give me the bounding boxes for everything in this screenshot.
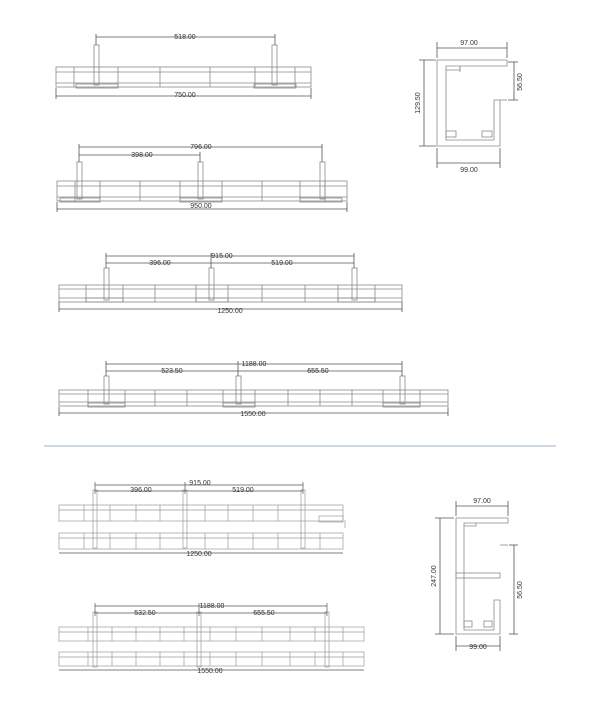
beam-750 [56, 34, 311, 99]
dimension-line [435, 501, 518, 651]
dim-span-label: 1188.00 [199, 603, 225, 610]
dim-left-label: 532.50 [134, 610, 156, 617]
profile-offset-label: 56.50 [517, 73, 524, 91]
profile-section-top [419, 42, 518, 168]
profile-height-label: 129.50 [415, 92, 422, 114]
dim-left-label: 396.00 [149, 260, 171, 267]
dim-sub-label: 398.00 [131, 152, 153, 159]
beam-1550-double [59, 603, 364, 670]
dim-span-label: 915.00 [189, 480, 211, 487]
dim-right-label: 519.00 [232, 487, 254, 494]
profile-offset-label: 56.50 [517, 581, 524, 599]
dimension-line [419, 42, 518, 168]
dim-total-label: 1250.00 [217, 308, 243, 315]
dimension-line [59, 361, 448, 416]
profile-width-bottom-label: 99.00 [469, 644, 487, 651]
dim-right-label: 655.50 [253, 610, 275, 617]
dim-span-label: 915.00 [211, 253, 233, 260]
dim-left-label: 523.50 [161, 368, 183, 375]
dim-right-label: 519.00 [271, 260, 293, 267]
dim-right-label: 655.50 [307, 368, 329, 375]
beam-1250-double [59, 482, 345, 553]
profile-section-bottom [435, 501, 518, 651]
beam-1550 [59, 361, 448, 416]
profile-width-top-label: 97.00 [473, 498, 491, 505]
dim-total-label: 750.00 [174, 92, 196, 99]
beam-1250 [59, 253, 402, 312]
dim-span-label: 1188.00 [241, 361, 267, 368]
dim-left-label: 396.00 [130, 487, 152, 494]
dimension-line [59, 482, 343, 553]
dim-total-label: 1550.00 [240, 411, 266, 418]
dim-total-label: 1550.00 [197, 668, 223, 675]
profile-width-bottom-label: 99.00 [460, 167, 478, 174]
dim-span-label: 796.00 [190, 144, 212, 151]
dim-span-label: 518.00 [174, 34, 196, 41]
profile-height-label: 247.00 [431, 565, 438, 587]
profile-width-top-label: 97.00 [460, 40, 478, 47]
beam-950 [57, 144, 347, 212]
dim-total-label: 950.00 [190, 203, 212, 210]
dimension-line [59, 603, 364, 670]
dimension-line [59, 253, 402, 312]
dim-total-label: 1250.00 [186, 551, 212, 558]
